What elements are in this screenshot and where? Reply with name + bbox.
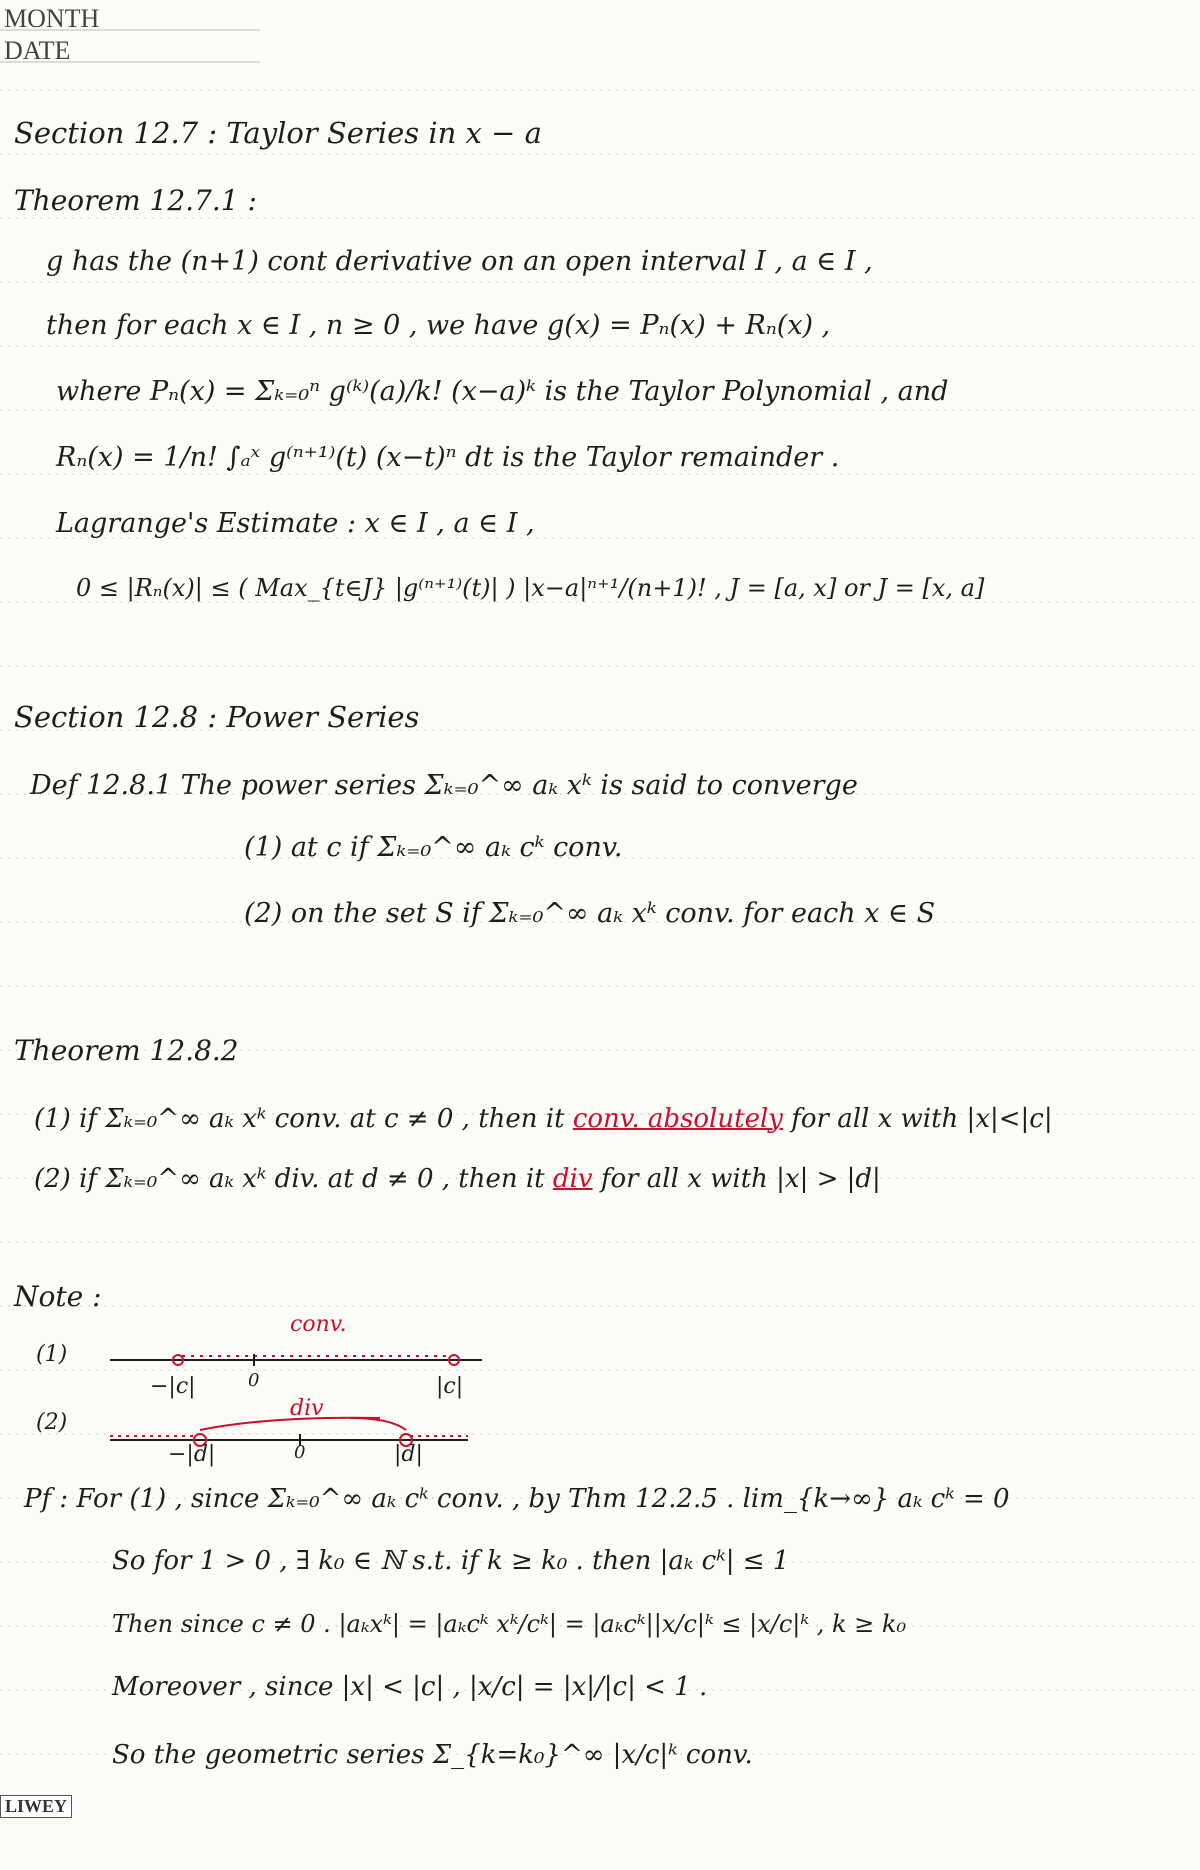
text-line: g has the (n+1) cont derivative on an open interval I , a ∈ I , (46, 246, 873, 277)
text-line: Rₙ(x) = 1/n! ∫ₐˣ g⁽ⁿ⁺¹⁾(t) (x−t)ⁿ dt is the Taylor remainder . (56, 442, 840, 473)
theorem-heading: Theorem 12.7.1 : (14, 184, 257, 217)
highlight-red: conv. absolutely (572, 1104, 783, 1134)
highlight-red: div (552, 1164, 593, 1194)
text-line: then for each x ∈ I , n ≥ 0 , we have g(x) = Pₙ(x) + Rₙ(x) , (46, 310, 831, 341)
text-line: (2) on the set S if Σₖ₌₀^∞ aₖ xᵏ conv. for each x ∈ S (244, 898, 936, 929)
section-heading: Section 12.7 : Taylor Series in x − a (14, 116, 542, 150)
text-line (34, 1164, 881, 1194)
month-label: MONTH (4, 4, 100, 33)
text-line: 0 ≤ |Rₙ(x)| ≤ ( Max_{t∈J} |g⁽ⁿ⁺¹⁾(t)| ) |x−a|ⁿ⁺¹/(n+1)! , J = [a, x] or J = [x, a] (76, 574, 985, 602)
section-heading: Section 12.8 : Power Series (14, 700, 420, 734)
diagram-label-div: div (290, 1396, 324, 1421)
text-line (34, 1104, 1053, 1134)
text-line: where Pₙ(x) = Σₖ₌₀ⁿ g⁽ᵏ⁾(a)/k! (x−a)ᵏ is the Taylor Polynomial , and (56, 376, 949, 407)
text-segment: for all x with |x|<|c| (782, 1104, 1053, 1134)
tick-label: 0 (294, 1442, 306, 1463)
date-label: DATE (4, 36, 71, 65)
text-line: So for 1 > 0 , ∃ k₀ ∈ ℕ s.t. if k ≥ k₀ . then |aₖ cᵏ| ≤ 1 (112, 1546, 790, 1576)
text-line: Moreover , since |x| < |c| , |x/c| = |x|/|c| < 1 . (112, 1672, 708, 1702)
definition-heading: Def 12.8.1 The power series Σₖ₌₀^∞ aₖ xᵏ is said to converge (30, 770, 858, 801)
text-segment: for all x with |x| > |d| (592, 1164, 881, 1194)
diagram-index: (2) (36, 1410, 68, 1435)
text-line: Pf : For (1) , since Σₖ₌₀^∞ aₖ cᵏ conv. , by Thm 12.2.5 . lim_{k→∞} aₖ cᵏ = 0 (24, 1484, 1010, 1514)
tick-label: |d| (394, 1442, 423, 1467)
text-segment: (2) if Σₖ₌₀^∞ aₖ xᵏ div. at d ≠ 0 , then it (34, 1164, 553, 1194)
theorem-heading: Theorem 12.8.2 (14, 1034, 239, 1067)
text-segment: (1) if Σₖ₌₀^∞ aₖ xᵏ conv. at c ≠ 0 , then it (34, 1104, 573, 1134)
diagram-index: (1) (36, 1342, 68, 1367)
diagram-label-conv: conv. (290, 1312, 347, 1337)
tick-label: |c| (436, 1374, 464, 1399)
text-line: Lagrange's Estimate : x ∈ I , a ∈ I , (56, 508, 535, 539)
tick-label: −|c| (150, 1374, 196, 1399)
number-line-2 (100, 1412, 480, 1462)
text-line: (1) at c if Σₖ₌₀^∞ aₖ cᵏ conv. (244, 832, 623, 863)
note-heading: Note : (14, 1280, 102, 1313)
tick-label: −|d| (168, 1442, 216, 1467)
notebook-brand-logo: LIWEY (0, 1795, 72, 1818)
text-line: Then since c ≠ 0 . |aₖxᵏ| = |aₖcᵏ xᵏ/cᵏ| = |aₖcᵏ||x/c|ᵏ ≤ |x/c|ᵏ , k ≥ k₀ (112, 1610, 907, 1638)
tick-label: 0 (248, 1370, 260, 1391)
text-line: So the geometric series Σ_{k=k₀}^∞ |x/c|ᵏ conv. (112, 1740, 753, 1770)
